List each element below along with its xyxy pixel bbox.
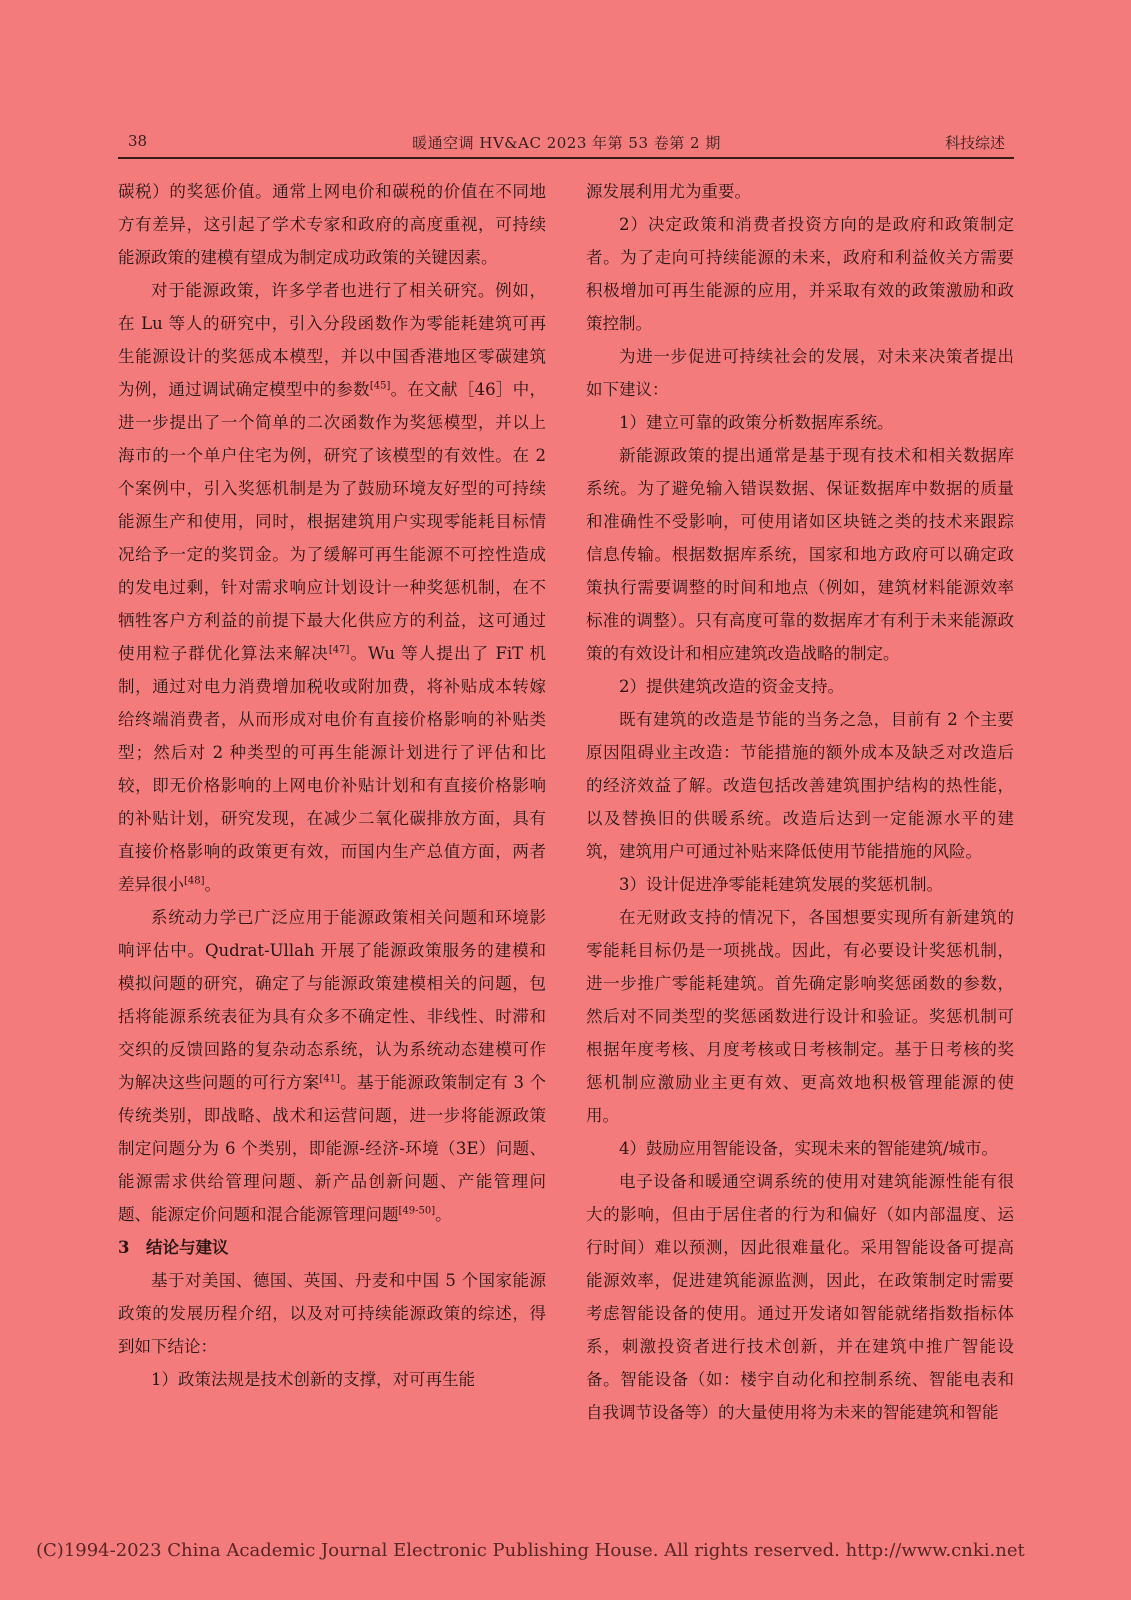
paragraph-text: 为进一步促进可持续社会的发展，对未来决策者提出如下建议： <box>586 347 1014 399</box>
citation-ref: [48] <box>184 875 205 887</box>
paragraph-text: 2）提供建筑改造的资金支持。 <box>619 677 844 696</box>
paragraph-text: 电子设备和暖通空调系统的使用对建筑能源性能有很大的影响，但由于居住者的行为和偏好（如内部温度、运行时间）难以预测，因此很难量化。采用智能设备可提高能源效率，促进建筑能源监测，因此，在政策制定时需要考虑智能设备的使用。通过开发诸如智能就绪指数指标体系，刺激投资者进行技术创新，并在建筑中推广智能设备。智能设备（如：楼宇自动化和控制系统、智能电表和自我调节设备等）的大量使用将为未来的智能建筑和智能 <box>586 1172 1014 1422</box>
paragraph-text: 4）鼓励应用智能设备，实现未来的智能建筑/城市。 <box>619 1139 999 1158</box>
right-column <box>586 175 1014 1475</box>
paragraph <box>586 340 1014 406</box>
paragraph <box>118 901 546 1231</box>
paragraph-text: 。基于能源政策制定有 3 个传统类别，即战略、战术和运营问题，进一步将能源政策制定问题分为 6 个类别，即能源-经济-环境（3E）问题、能源需求供给管理问题、新产品创新问题、产能管理问题、能源定价问题和混合能源管理问题 <box>118 1073 546 1224</box>
paragraph-text: 3 结论与建议 <box>118 1238 229 1257</box>
citation-ref: [49-50] <box>398 1205 436 1217</box>
paragraph-text: 既有建筑的改造是节能的当务之急，目前有 2 个主要原因阻碍业主改造：节能措施的额外成本及缺乏对改造后的经济效益了解。改造包括改善建筑围护结构的热性能，以及替换旧的供暖系统。改造后达到一定能源水平的建筑，建筑用户可通过补贴来降低使用节能措施的风险。 <box>586 710 1014 861</box>
paragraph-text: 在无财政支持的情况下，各国想要实现所有新建筑的零能耗目标仍是一项挑战。因此，有必要设计奖惩机制，进一步推广零能耗建筑。首先确定影响奖惩函数的参数，然后对不同类型的奖惩函数进行设计和验证。奖惩机制可根据年度考核、月度考核或日考核制定。基于日考核的奖惩机制应激励业主更有效、更高效地积极管理能源的使用。 <box>586 908 1014 1125</box>
paragraph <box>586 901 1014 1132</box>
journal-title: 暖通空调 HV&AC 2023 年第 53 卷第 2 期 <box>412 134 721 152</box>
paragraph-text: 2）决定政策和消费者投资方向的是政府和政策制定者。为了走向可持续能源的未来，政府和利益攸关方需要积极增加可再生能源的应用，并采取有效的政策激励和政策控制。 <box>586 215 1014 333</box>
paragraph-text: 。 <box>435 1205 452 1224</box>
left-column <box>118 175 546 1475</box>
paragraph <box>118 274 546 901</box>
paragraph <box>586 670 1014 703</box>
paragraph-text: 3）设计促进净零能耗建筑发展的奖惩机制。 <box>619 875 943 894</box>
paragraph-text: 。Wu 等人提出了 FiT 机制，通过对电力消费增加税收或附加费，将补贴成本转嫁给终端消费者，从而形成对电价有直接价格影响的补贴类型；然后对 2 种类型的可再生能源计划进行了评估和比较，即无价格影响的上网电价补贴计划和有直接价格影响的补贴计划，研究发现，在减少二氧化碳排放方面，具有直接价格影响的政策更有效，而国内生产总值方面，两者差异很小 <box>118 644 546 894</box>
paragraph-text: 系统动力学已广泛应用于能源政策相关问题和环境影响评估中。Qudrat-Ullah 开展了能源政策服务的建模和模拟问题的研究，确定了与能源政策建模相关的问题，包括将能源系统表征为具有众多不确定性、非线性、时滞和交织的反馈回路的复杂动态系统，认为系统动态建模可作为解决这些问题的可行方案 <box>118 908 546 1092</box>
citation-ref: [41] <box>319 1073 340 1085</box>
section-name: 科技综述 <box>944 134 1005 152</box>
copyright-footer: (C)1994-2023 China Academic Journal Electronic Publishing House. All rights reserved. http://www.cnki.net <box>36 1540 1025 1561</box>
paragraph <box>586 868 1014 901</box>
citation-ref: [47] <box>328 644 350 656</box>
header-rule <box>118 157 1014 159</box>
paragraph-text: 对于能源政策，许多学者也进行了相关研究。例如，在 Lu 等人的研究中，引入分段函数作为零能耗建筑可再生能源设计的奖惩成本模型，并以中国香港地区零碳建筑为例，通过调试确定模型中的参数 <box>118 281 546 399</box>
paragraph <box>586 208 1014 340</box>
paragraph-text: 1）建立可靠的政策分析数据库系统。 <box>619 413 894 432</box>
paragraph-text: 。 <box>204 875 222 894</box>
paragraph <box>586 439 1014 670</box>
paragraph <box>586 1132 1014 1165</box>
page-number: 38 <box>128 132 148 150</box>
running-header <box>120 132 1013 154</box>
paragraph-text: 基于对美国、德国、英国、丹麦和中国 5 个国家能源政策的发展历程介绍，以及对可持续能源政策的综述，得到如下结论： <box>118 1271 546 1356</box>
paragraph-text: 源发展利用尤为重要。 <box>586 182 751 201</box>
paragraph <box>118 1363 546 1396</box>
citation-ref: [45] <box>369 380 391 392</box>
paragraph-text: 1）政策法规是技术创新的支撑，对可再生能 <box>151 1370 475 1389</box>
paragraph <box>118 1264 546 1363</box>
paragraph <box>118 175 546 274</box>
paragraph-text: 新能源政策的提出通常是基于现有技术和相关数据库系统。为了避免输入错误数据、保证数据库中数据的质量和准确性不受影响，可使用诸如区块链之类的技术来跟踪信息传输。根据数据库系统，国家和地方政府可以确定政策执行需要调整的时间和地点（例如，建筑材料能源效率标准的调整）。只有高度可靠的数据库才有利于未来能源政策的有效设计和相应建筑改造战略的制定。 <box>586 446 1014 663</box>
paragraph <box>586 406 1014 439</box>
paragraph <box>586 1165 1014 1429</box>
paragraph-text: 碳税）的奖惩价值。通常上网电价和碳税的价值在不同地方有差异，这引起了学术专家和政府的高度重视，可持续能源政策的建模有望成为制定成功政策的关键因素。 <box>118 182 546 267</box>
paragraph <box>586 175 1014 208</box>
paragraph <box>586 703 1014 868</box>
paragraph-text: 。在文献［46］中，进一步提出了一个简单的二次函数作为奖惩模型，并以上海市的一个单户住宅为例，研究了该模型的有效性。在 2 个案例中，引入奖惩机制是为了鼓励环境友好型的可持续能源生产和使用，同时，根据建筑用户实现零能耗目标情况给予一定的奖罚金。为了缓解可再生能源不可控性造成的发电过剩，针对需求响应计划设计一种奖惩机制，在不牺牲客户方利益的前提下最大化供应方的利益，这可通过使用粒子群优化算法来解决 <box>118 380 546 663</box>
section-heading <box>118 1231 546 1264</box>
